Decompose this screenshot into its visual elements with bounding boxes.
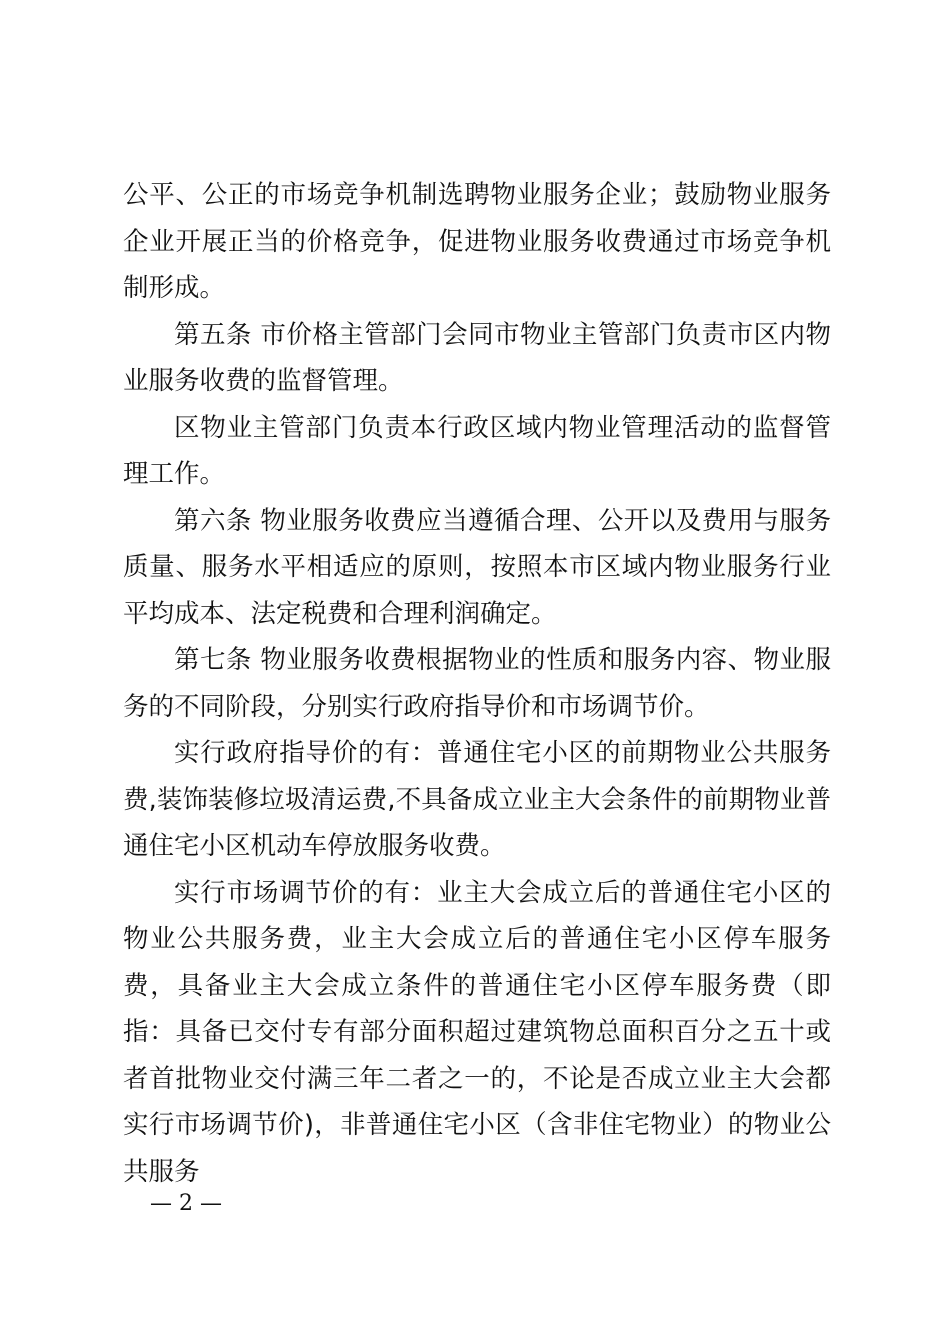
paragraph-district-authority: 区物业主管部门负责本行政区域内物业管理活动的监督管理工作。 <box>123 412 831 489</box>
paragraph-government-guided-price: 实行政府指导价的有：普通住宅小区的前期物业公共服务费,装饰装修垃圾清运费,不具备成立业主大会条件的前期物业普通住宅小区机动车停放服务收费。 <box>123 738 831 861</box>
paragraph-market-regulated-price: 实行市场调节价的有：业主大会成立后的普通住宅小区的物业公共服务费，业主大会成立后的普通住宅小区停车服务费，具备业主大会成立条件的普通住宅小区停车服务费（即指：具备已交付专有部分面积超过建筑物总面积百分之五十或者首批物业交付满三年二者之一的，不论是否成立业主大会都实行市场调节价)，非普通住宅小区（含非住宅物业）的物业公共服务 <box>123 877 831 1187</box>
body-text <box>123 172 831 1195</box>
page-number: — 2 — <box>150 1191 222 1216</box>
paragraph-article-5: 第五条 市价格主管部门会同市物业主管部门负责市区内物业服务收费的监督管理。 <box>123 319 831 396</box>
paragraph-continuation: 公平、公正的市场竞争机制选聘物业服务企业；鼓励物业服务企业开展正当的价格竞争，促进物业服务收费通过市场竞争机制形成。 <box>123 180 831 303</box>
paragraph-article-6: 第六条 物业服务收费应当遵循合理、公开以及费用与服务质量、服务水平相适应的原则，按照本市区域内物业服务行业平均成本、法定税费和合理利润确定。 <box>123 505 831 629</box>
paragraph-article-7: 第七条 物业服务收费根据物业的性质和服务内容、物业服务的不同阶段，分别实行政府指导价和市场调节价。 <box>123 645 831 722</box>
